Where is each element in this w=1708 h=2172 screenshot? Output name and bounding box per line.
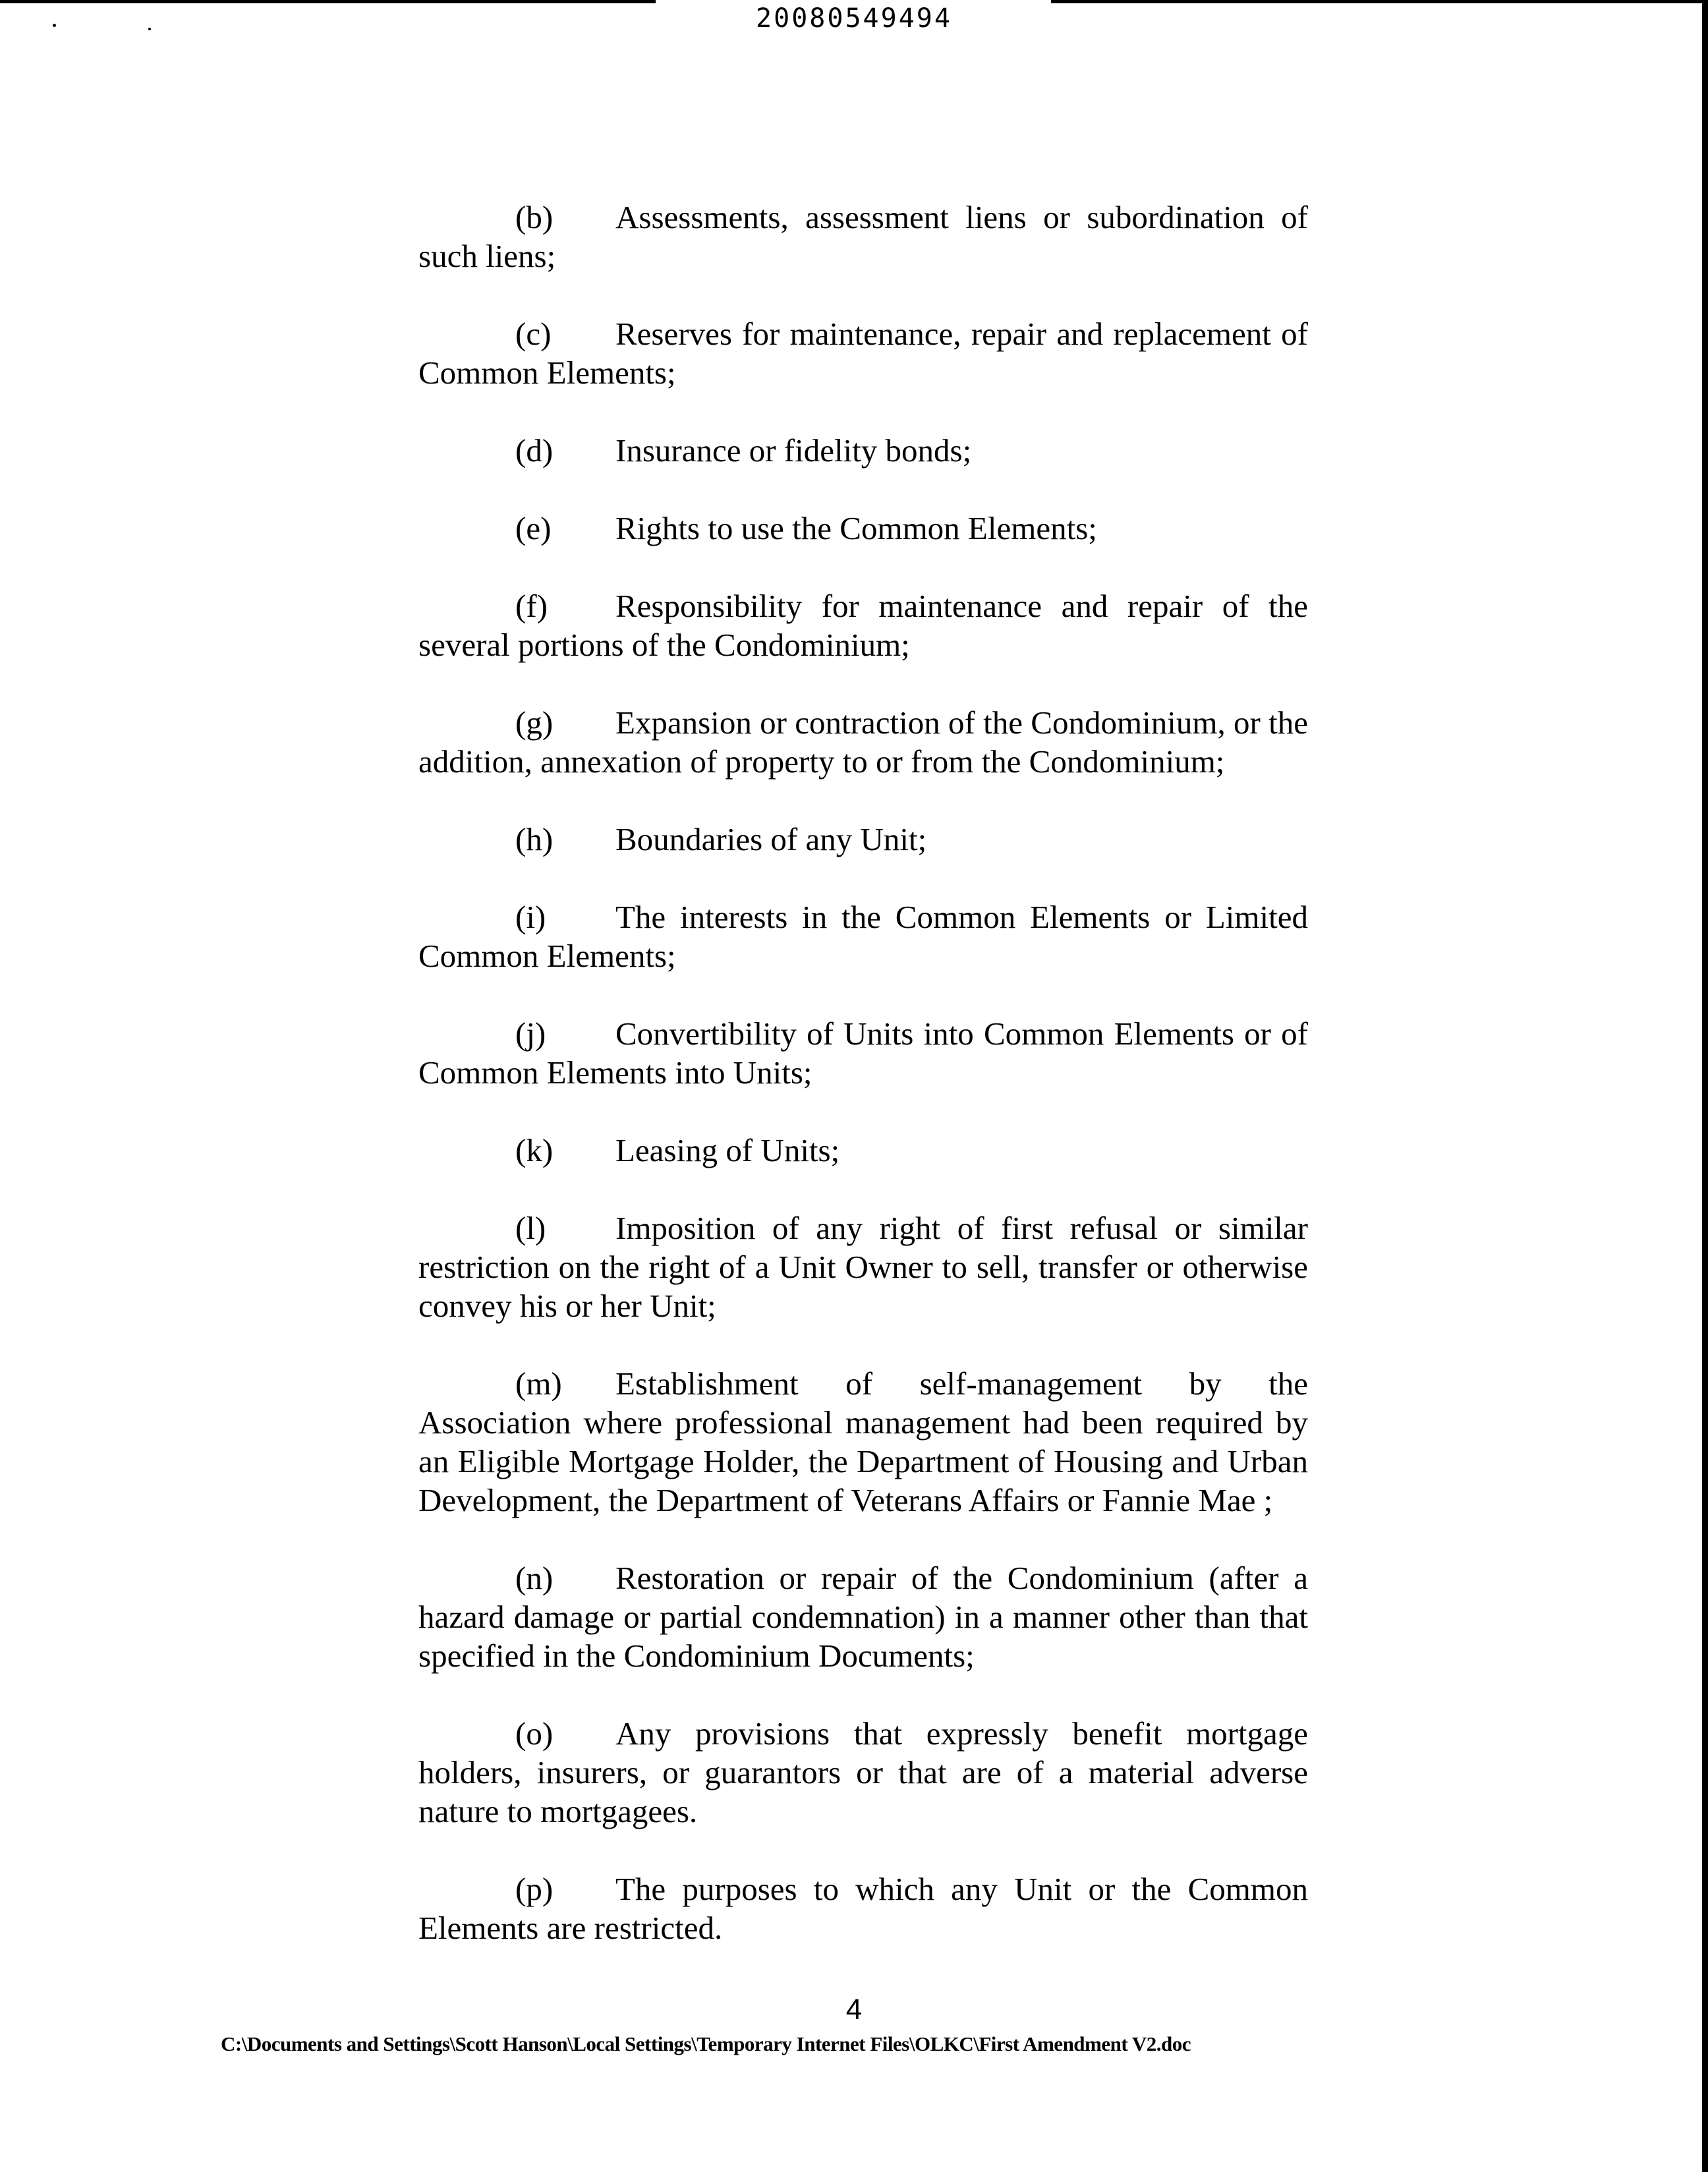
list-item: (b) Assessments, assessment liens or subordination of such liens; xyxy=(418,199,1308,274)
list-item: (k) Leasing of Units; xyxy=(515,1132,840,1168)
list-item: (e) Rights to use the Common Elements; xyxy=(515,510,1097,546)
list-item: (n) Restoration or repair of the Condominium (after a hazard damage or partial condemnation) in a manner other than that specified in the Condominium Documents; xyxy=(418,1560,1308,1674)
item-text: Boundaries of any Unit; xyxy=(615,821,927,857)
list-item: (o) Any provisions that expressly benefit mortgage holders, insurers, or guarantors or that are of a material adverse nature to mortgagees. xyxy=(418,1715,1308,1829)
item-text: Restoration or repair of the Condominium (after a hazard damage or partial condemnation) in a manner other than that specified in the Condominium Documents; xyxy=(418,1560,1308,1674)
item-text: Rights to use the Common Elements; xyxy=(615,510,1097,546)
list-item: (c) Reserves for maintenance, repair and replacement of Common Elements; xyxy=(418,316,1308,391)
item-text: Convertibility of Units into Common Elements or of Common Elements into Units; xyxy=(418,1015,1308,1091)
item-text: Expansion or contraction of the Condominium, or the addition, annexation of property to or from the Condominium; xyxy=(418,704,1308,780)
document-number: 20080549494 xyxy=(756,3,952,34)
item-text: Imposition of any right of first refusal or similar restriction on the right of a Unit Owner to sell, transfer or otherwise convey his or her Unit; xyxy=(418,1210,1308,1324)
footer-file-path: C:\Documents and Settings\Scott Hanson\Local Settings\Temporary Internet Files\OLKC\First Amendment V2.doc xyxy=(221,2032,1191,2055)
item-text: The purposes to which any Unit or the Common Elements are restricted. xyxy=(418,1871,1308,1946)
item-text: Assessments, assessment liens or subordination of such liens; xyxy=(418,199,1308,274)
item-text: Any provisions that expressly benefit mortgage holders, insurers, or guarantors or that are of a material adverse nature to mortgagees. xyxy=(418,1715,1308,1829)
list-item: (d) Insurance or fidelity bonds; xyxy=(515,432,972,469)
item-text: Insurance or fidelity bonds; xyxy=(615,432,972,469)
list-item: (l) Imposition of any right of first refusal or similar restriction on the right of a Unit Owner to sell, transfer or otherwise convey his or her Unit; xyxy=(418,1210,1308,1324)
list-item: (g) Expansion or contraction of the Condominium, or the addition, annexation of property to or from the Condominium; xyxy=(418,704,1308,780)
item-text: Reserves for maintenance, repair and replacement of Common Elements; xyxy=(418,316,1308,391)
document-body xyxy=(418,198,1308,1986)
item-text: Leasing of Units; xyxy=(615,1132,840,1168)
list-item: (f) Responsibility for maintenance and repair of the several portions of the Condominium; xyxy=(418,588,1308,663)
right-scan-border xyxy=(1702,0,1708,2172)
list-item: (h) Boundaries of any Unit; xyxy=(515,821,927,857)
list-item: (j) Convertibility of Units into Common Elements or of Common Elements into Units; xyxy=(418,1015,1308,1091)
item-text: Responsibility for maintenance and repair of the several portions of the Condominium; xyxy=(418,588,1308,663)
list-item: (i) The interests in the Common Elements or Limited Common Elements; xyxy=(418,899,1308,974)
page-number: 4 xyxy=(845,1993,863,2026)
item-text: The interests in the Common Elements or Limited Common Elements; xyxy=(418,899,1308,974)
item-text: Establishment of self-management by the Association where professional management had been required by an Eligible Mortgage Holder, the Department of Housing and Urban Development, the Department of Veterans Affairs or Fannie Mae ; xyxy=(418,1365,1308,1518)
list-item: (m) Establishment of self-management by the Association where professional management had been required by an Eligible Mortgage Holder, the Department of Housing and Urban Development, the Department of Veterans Affairs or Fannie Mae ; xyxy=(418,1365,1308,1518)
list-item: (p) The purposes to which any Unit or the Common Elements are restricted. xyxy=(418,1871,1308,1946)
